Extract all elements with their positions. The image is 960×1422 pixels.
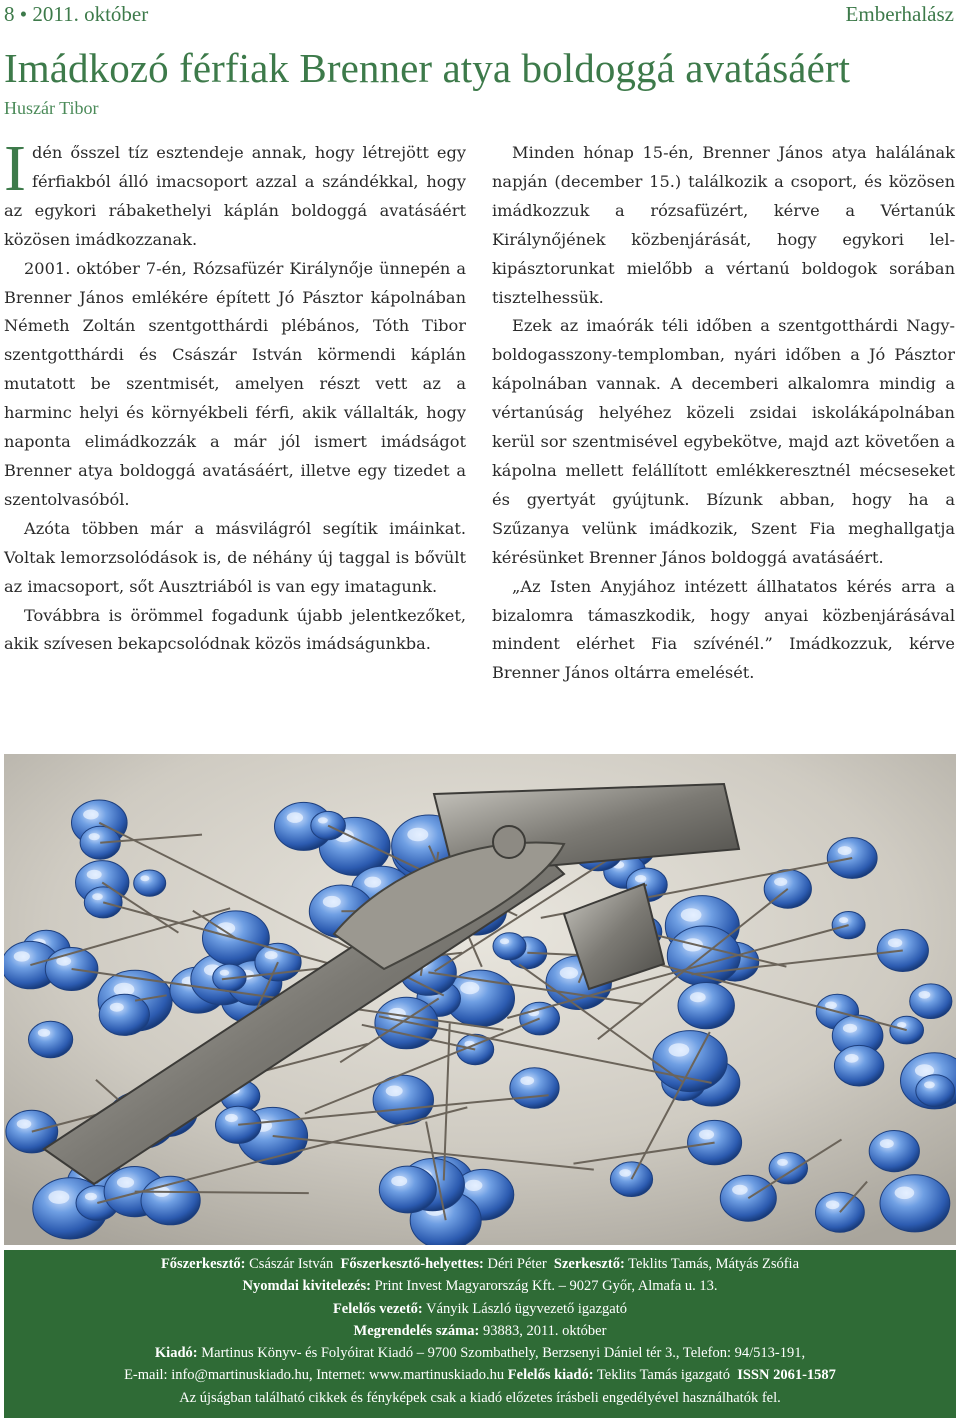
drop-cap: I: [4, 132, 26, 205]
rosary-bead: [520, 1002, 560, 1035]
colophon-contact: E-mail: info@martinuskiado.hu, Internet: www.martinuskiado.hu Felelős kiadó: Teklits Tamás igazgató ISSN 2061-1587: [124, 1367, 836, 1384]
rosary-bead: [493, 933, 526, 960]
colophon-manager: Felelős vezető: Ványik László ügyvezető igazgató: [332, 1300, 628, 1317]
rosary-bead: [379, 1166, 436, 1213]
paragraph-text: dén ősszel tíz esztendeje annak, hogy létrejött egy férfiakból álló imacsoport azzal a szándékkal, hogy az egykori rábakethelyi káplán boldoggá avatásáért közösen imádkozzanak.: [4, 143, 466, 249]
colophon-order: Megrendelés száma: 93883, 2011. október: [353, 1322, 607, 1339]
rosary-bead: [877, 930, 928, 972]
article-author: Huszár Tibor: [4, 98, 99, 118]
colophon-publisher: Kiadó: Martinus Könyv- és Folyóirat Kiadó – 9700 Szombathely, Berzsenyi Dániel tér 3., Telefon: 94/513-191,: [154, 1345, 806, 1362]
article-paragraph: Továbbra is örömmel fogadunk újabb jelentkezőket, akik szívesen bekapcsolódnak közös imádságunkba.: [4, 605, 466, 654]
rosary-photo: [4, 754, 956, 1245]
rosary-bead: [890, 1016, 924, 1044]
rosary-bead: [832, 912, 865, 939]
article-left-column: [4, 132, 466, 659]
rosary-crucifix-icon: [4, 754, 956, 1245]
article-paragraph: Minden hónap 15-én, Brenner János atya halálának napján (december 15.) találkozik a csoport, és közösen imádkozzuk a rózsafüzért, kérve a Vértanúk Királynőjének közbenjárását, hogy egykori lelkipásztorunkat mielőbb a vértanú boldogok sorában tisztelhessük.: [492, 143, 955, 307]
rosary-bead: [678, 983, 734, 1029]
colophon-print: Nyomdai kivitelezés: Print Invest Magyarország Kft. – 9027 Győr, Almafa u. 13.: [242, 1278, 718, 1295]
colophon-editors: Főszerkesztő: Császár István Főszerkesztő-helyettes: Déri Péter Szerkesztő: Teklits Tamás, Mátyás Zsófia: [160, 1256, 800, 1272]
rosary-bead: [653, 1031, 727, 1092]
article-paragraph: Azóta többen már a másvilágról segítik imáinkat. Voltak lemorzsolódások is, de néhány új taggal is bővült az imacsoport, sőt Ausztriából is van egy imatagunk.: [4, 518, 466, 596]
publication-name: Emberhalász: [845, 2, 954, 26]
article-paragraph: „Az Isten Anyjához intézett állhatatos kérés arra a bizalomra támaszkodik, hogy anyai közbenjárásával mindent elérhet Fia szívénél.” Imádkozzuk, kérve Brenner János oltárra emelését.: [492, 576, 955, 683]
page-number-date: 8 • 2011. október: [4, 2, 149, 26]
rosary-bead: [834, 1045, 883, 1086]
article-paragraph: [4, 132, 466, 255]
colophon: [4, 1250, 956, 1418]
article-title: Imádkozó férfiak Brenner atya boldoggá avatásáért: [4, 45, 851, 91]
rosary-bead: [880, 1175, 950, 1232]
rosary-bead: [769, 1153, 807, 1184]
rosary-bead: [916, 1075, 955, 1107]
rosary-bead: [869, 1131, 919, 1172]
colophon-notice: Az újságban található cikkek és fényképek csak a kiadó előzetes írásbeli engedélyével használhatók fel.: [179, 1389, 781, 1406]
rosary-bead: [910, 984, 952, 1019]
rosary-bead: [510, 1068, 559, 1108]
rosary-bead: [28, 1021, 72, 1057]
rosary-bead: [216, 1106, 261, 1143]
article-right-column: [492, 139, 955, 688]
article-paragraph: Ezek az imaórák téli időben a szentgotthárdi Nagyboldogasszony-templomban, nyári időben a Jó Pásztor kápolnában vannak. A decemberi alkalomra mindig a vértanúság helyéhez közeli zsidai iskolákápolnában kerül sor szentmisével egybekötve, majd azt követően a kápolna mellett felállított emlékkeresztnél mécseseket és gyertyát gyújtunk. Bízunk abban, hogy ha a Szűzanya velünk imádkozik, Szent Fia meghallgatja kérésünket Brenner János boldoggá avatásáért.: [492, 316, 955, 567]
rosary-bead: [134, 870, 166, 896]
article-paragraph: 2001. október 7-én, Rózsafüzér Királynője ünnepén a Brenner János emlékére épített Jó Pásztor kápolnában Németh Zoltán szentgotthárdi plébános, Tóth Tibor szentgotthárdi és Császár István körmendi káplán mutatott be szentmisét, amelyen részt vett az a harminc helyi és környékbeli férfi, akik vállalták, hogy naponta elimádkozzák a már jól ismert imádságot Brenner atya boldoggá avatásáért, illetve egy tizedet a szentolvasóból.: [4, 258, 466, 509]
